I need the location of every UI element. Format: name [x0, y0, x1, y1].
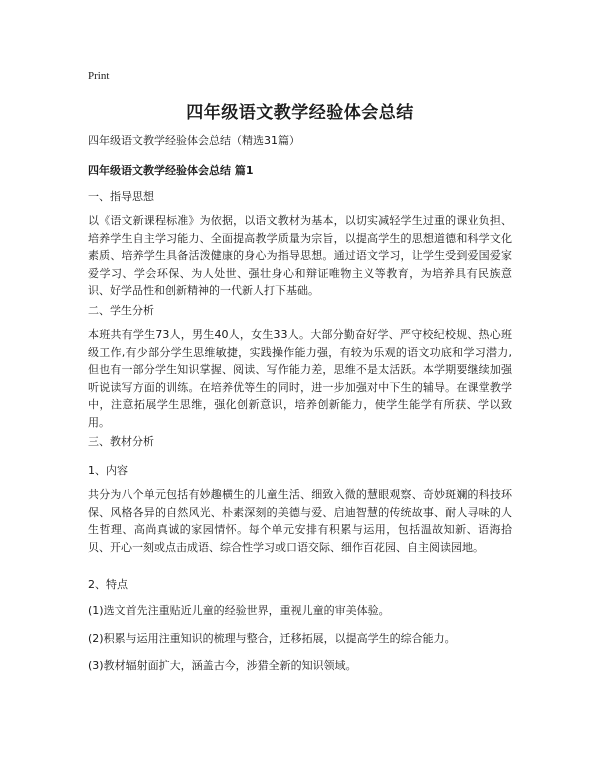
document-subtitle: 四年级语文教学经验体会总结（精选31篇）	[88, 134, 300, 147]
document-title: 四年级语文教学经验体会总结	[186, 103, 414, 123]
heading-features: 2、特点	[88, 578, 128, 591]
paragraph-content: 共分为八个单元包括有妙趣横生的儿童生活、细致入微的慧眼观察、奇妙斑斓的科技环保、风格各异的自然风光、朴素深刻的美德与爱、启迪智慧的传统故事、耐人寻味的人生哲理、高尚真诚的家园情怀。每个单元安排有积累与运用，包括温故知新、语海拾贝、开心一刻或点击成语、综合性学习或口语交际、细作百花园、自主阅读园地。	[88, 488, 512, 554]
paragraph-guiding-thought: 以《语文新课程标准》为依据，以语文教材为基本，以切实减轻学生过重的课业负担、培养学生自主学习能力、全面提高教学质量为宗旨，以提高学生的思想道德和科学文化素质、培养学生具备活泼健康的身心为指导思想。通过语文学习，让学生受到爱国爱家爱学习、学会环保、为人处世、强壮身心和辩证唯物主义等教育，为培养具有民族意识、好学品性和创新精神的一代新人打下基础。	[88, 214, 512, 297]
heading-material-analysis: 三、教材分析	[88, 435, 154, 448]
heading-student-analysis: 二、学生分析	[88, 304, 154, 317]
section-title: 四年级语文教学经验体会总结 篇1	[88, 164, 254, 177]
heading-content: 1、内容	[88, 464, 128, 477]
feature-item-2: (2)积累与运用注重知识的梳理与整合，迁移拓展，以提高学生的综合能力。	[88, 632, 456, 645]
paragraph-student-analysis: 本班共有学生73人，男生40人，女生33人。大部分勤奋好学、严守校纪校规、热心班级工作,有少部分学生思维敏捷，实践操作能力强，有较为乐观的语文功底和学习潜力,但也有一部分学生知识掌握、阅读、写作能力差，思维不是太活跃。本学期要继续加强听说读写方面的训练。在培养优等生的同时，进一步加强对中下生的辅导。在课堂教学中，注意拓展学生思维，强化创新意识，培养创新能力，使学生能学有所获、学以致用。	[88, 328, 512, 429]
heading-guiding-thought: 一、指导思想	[88, 190, 154, 203]
feature-item-1: (1)选文首先注重贴近儿童的经验世界，重视儿童的审美体验。	[88, 604, 390, 617]
feature-item-3: (3)教材辐射面扩大，涵盖古今，涉猎全新的知识领域。	[88, 659, 357, 672]
print-label[interactable]: Print	[88, 70, 110, 82]
